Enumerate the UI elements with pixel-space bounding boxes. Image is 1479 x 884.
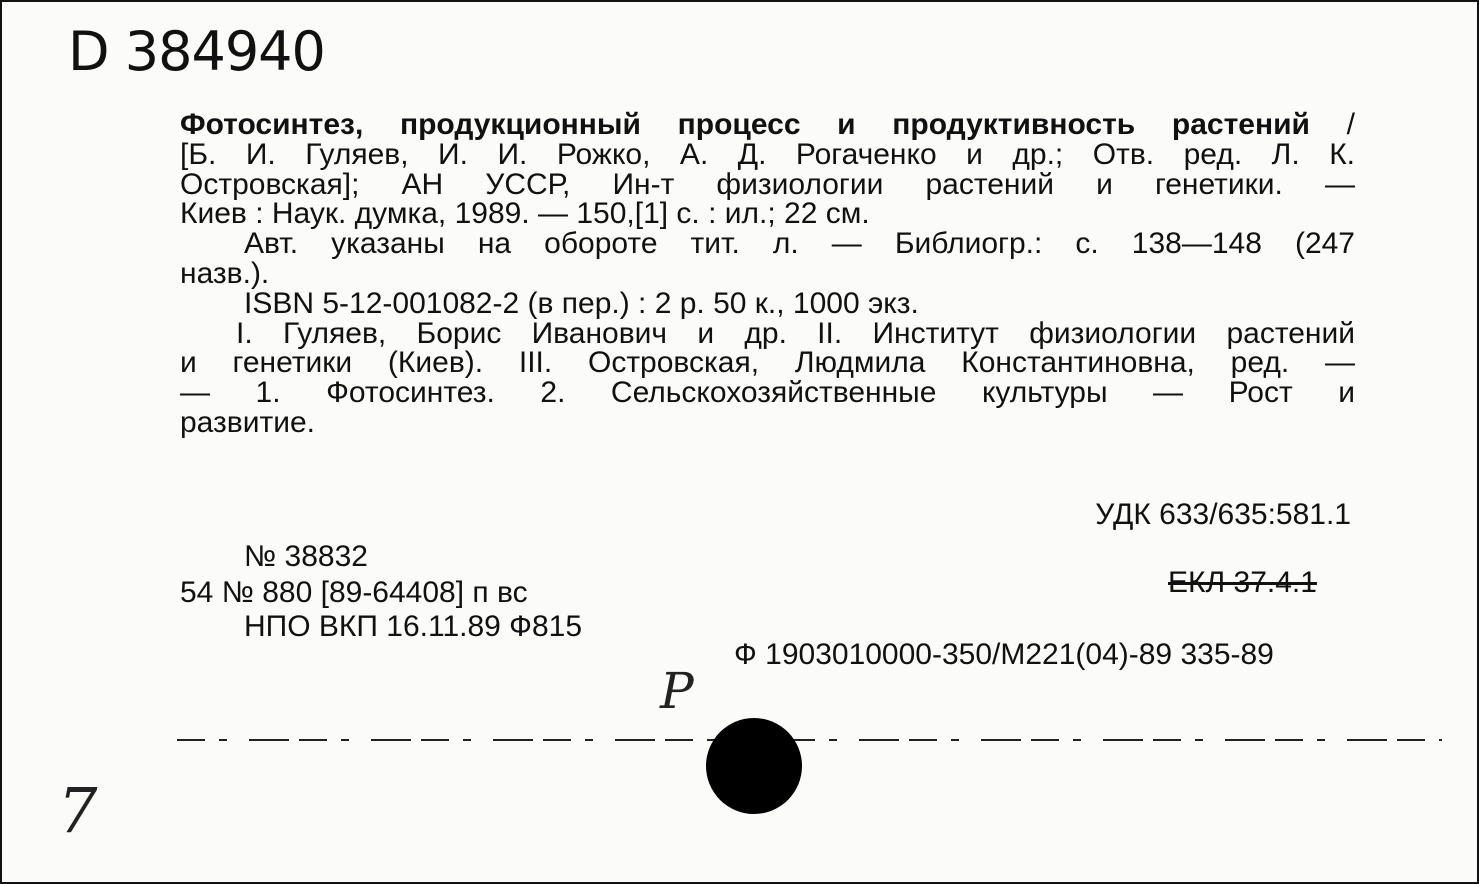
order-number: 54 № 880 [89-64408] п вс	[180, 576, 528, 609]
entry-line-isbn: ISBN 5-12-001082-2 (в пер.) : 2 р. 50 к., 1000 экз.	[244, 286, 919, 320]
entry-line-title: Фотосинтез, продукционный процесс и продуктивность растений /	[180, 108, 1355, 141]
accession-number: № 38832	[244, 540, 368, 573]
entry-line-note: Авт. указаны на обороте тит. л. — Библиогр.: с. 138—148 (247	[244, 227, 1355, 261]
entry-line-authors: [Б. И. Гуляев, И. И. Рожко, А. Д. Рогаченко и др.; Отв. ред. Л. К.	[180, 137, 1355, 171]
handwritten-digit: 7	[58, 774, 98, 847]
entry-line-tracing-1: I. Гуляев, Борис Иванович и др. II. Институт физиологии растений	[236, 316, 1355, 350]
publisher-line: НПО ВКП 16.11.89 Ф815	[244, 610, 583, 643]
entry-line-tracing-2: и генетики (Киев). III. Островская, Людмила Константиновна, ред. —	[180, 346, 1355, 380]
card-number: D 384940	[68, 20, 325, 83]
handwritten-letter: Р	[660, 662, 694, 720]
bibliographic-entry	[180, 110, 1355, 438]
entry-line-institution: Островская]; АН УССР, Ин-т физиологии растений и генетики. —	[180, 167, 1355, 201]
entry-line-note-end: назв.).	[180, 256, 270, 290]
udk-code: УДК 633/635:581.1	[1095, 498, 1351, 531]
entry-title: Фотосинтез, продукционный процесс и продуктивность растений	[180, 108, 1310, 141]
punch-hole	[706, 718, 802, 814]
ekl-code: ЕКЛ 37.4.1	[1168, 566, 1317, 599]
f-code: Ф 1903010000-350/М221(04)-89 335-89	[734, 638, 1274, 671]
dashed-rule	[177, 738, 1442, 742]
entry-line-subjects: — 1. Фотосинтез. 2. Сельскохозяйственные культуры — Рост и	[180, 376, 1355, 410]
entry-line-imprint: Киев : Наук. думка, 1989. — 150,[1] с. : ил.; 22 см.	[180, 197, 870, 231]
entry-line-subjects-end: развитие.	[180, 405, 315, 439]
